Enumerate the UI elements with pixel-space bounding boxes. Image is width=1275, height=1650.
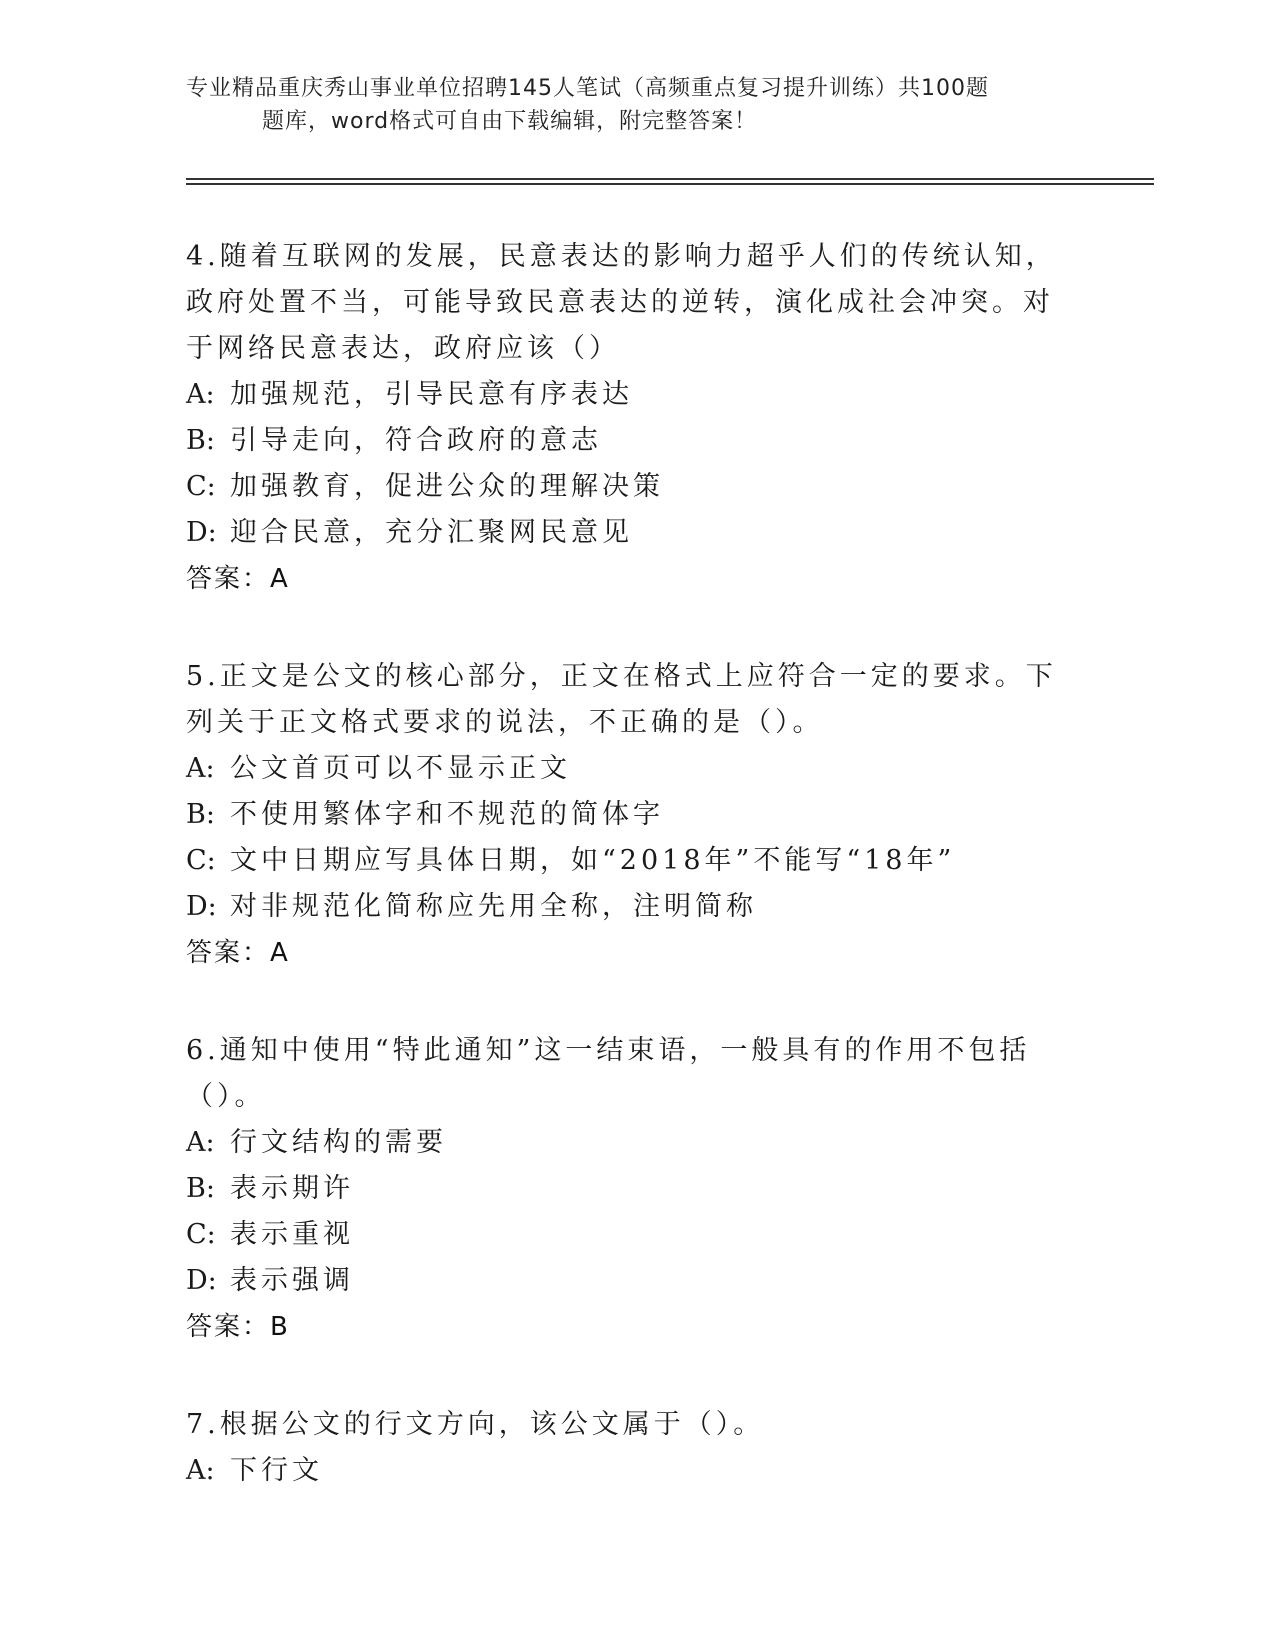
header-divider-top [186,178,1154,180]
option-c [186,838,1066,884]
header-title-line1: 专业精品重庆秀山事业单位招聘145人笔试（高频重点复习提升训练）共100题 [186,76,989,101]
option-a [186,372,1066,418]
option-text: 引导走向，符合政府的意志 [230,425,602,456]
question-list [186,234,1066,1546]
header-divider-bottom [186,183,1154,185]
option-key: A: [186,1455,215,1486]
question-stem: 4.随着互联网的发展，民意表达的影响力超乎人们的传统认知，政府处置不当，可能导致民意表达的逆转，演化成社会冲突。对于网络民意表达，政府应该（） [186,241,1057,364]
option-c [186,1212,1066,1258]
option-text: 表示重视 [230,1219,354,1250]
question-stem: 6.通知中使用“特此通知”这一结束语，一般具有的作用不包括（）。 [186,1035,1031,1112]
header-title-line2: 题库，word格式可自由下载编辑，附完整答案！ [262,109,758,134]
option-text: 表示期许 [230,1173,354,1204]
option-key: D: [186,891,217,922]
option-c [186,464,1066,510]
option-text: 公文首页可以不显示正文 [230,753,571,784]
option-key: C: [186,1219,216,1250]
question-5 [186,654,1066,976]
option-text: 对非规范化简称应先用全称，注明简称 [230,891,757,922]
option-a [186,1448,1066,1494]
option-key: D: [186,1265,217,1296]
option-key: B: [186,1173,215,1204]
option-d [186,884,1066,930]
option-text: 迎合民意，充分汇聚网民意见 [230,517,633,548]
option-text: 下行文 [230,1455,323,1486]
question-stem: 7.根据公文的行文方向，该公文属于（）。 [186,1409,765,1440]
option-text: 行文结构的需要 [230,1127,447,1158]
option-text: 加强规范，引导民意有序表达 [230,379,633,410]
option-key: B: [186,799,215,830]
question-7 [186,1402,1066,1494]
option-key: D: [186,517,217,548]
option-d [186,510,1066,556]
option-key: A: [186,379,215,410]
option-a [186,746,1066,792]
question-6 [186,1028,1066,1350]
option-key: C: [186,471,216,502]
answer-label: 答案：A [186,564,290,594]
answer-label: 答案：B [186,1312,290,1342]
option-b [186,1166,1066,1212]
option-a [186,1120,1066,1166]
option-text: 文中日期应写具体日期，如“2018年”不能写“18年” [230,845,956,876]
option-b [186,418,1066,464]
option-b [186,792,1066,838]
option-key: A: [186,1127,215,1158]
option-text: 表示强调 [230,1265,354,1296]
answer-label: 答案：A [186,938,290,968]
document-header [186,72,1066,138]
option-text: 加强教育，促进公众的理解决策 [230,471,664,502]
option-text: 不使用繁体字和不规范的简体字 [230,799,664,830]
option-key: C: [186,845,216,876]
option-key: B: [186,425,215,456]
question-4 [186,234,1066,602]
question-stem: 5.正文是公文的核心部分，正文在格式上应符合一定的要求。下列关于正文格式要求的说法，不正确的是（）。 [186,661,1057,738]
option-key: A: [186,753,215,784]
option-d [186,1258,1066,1304]
